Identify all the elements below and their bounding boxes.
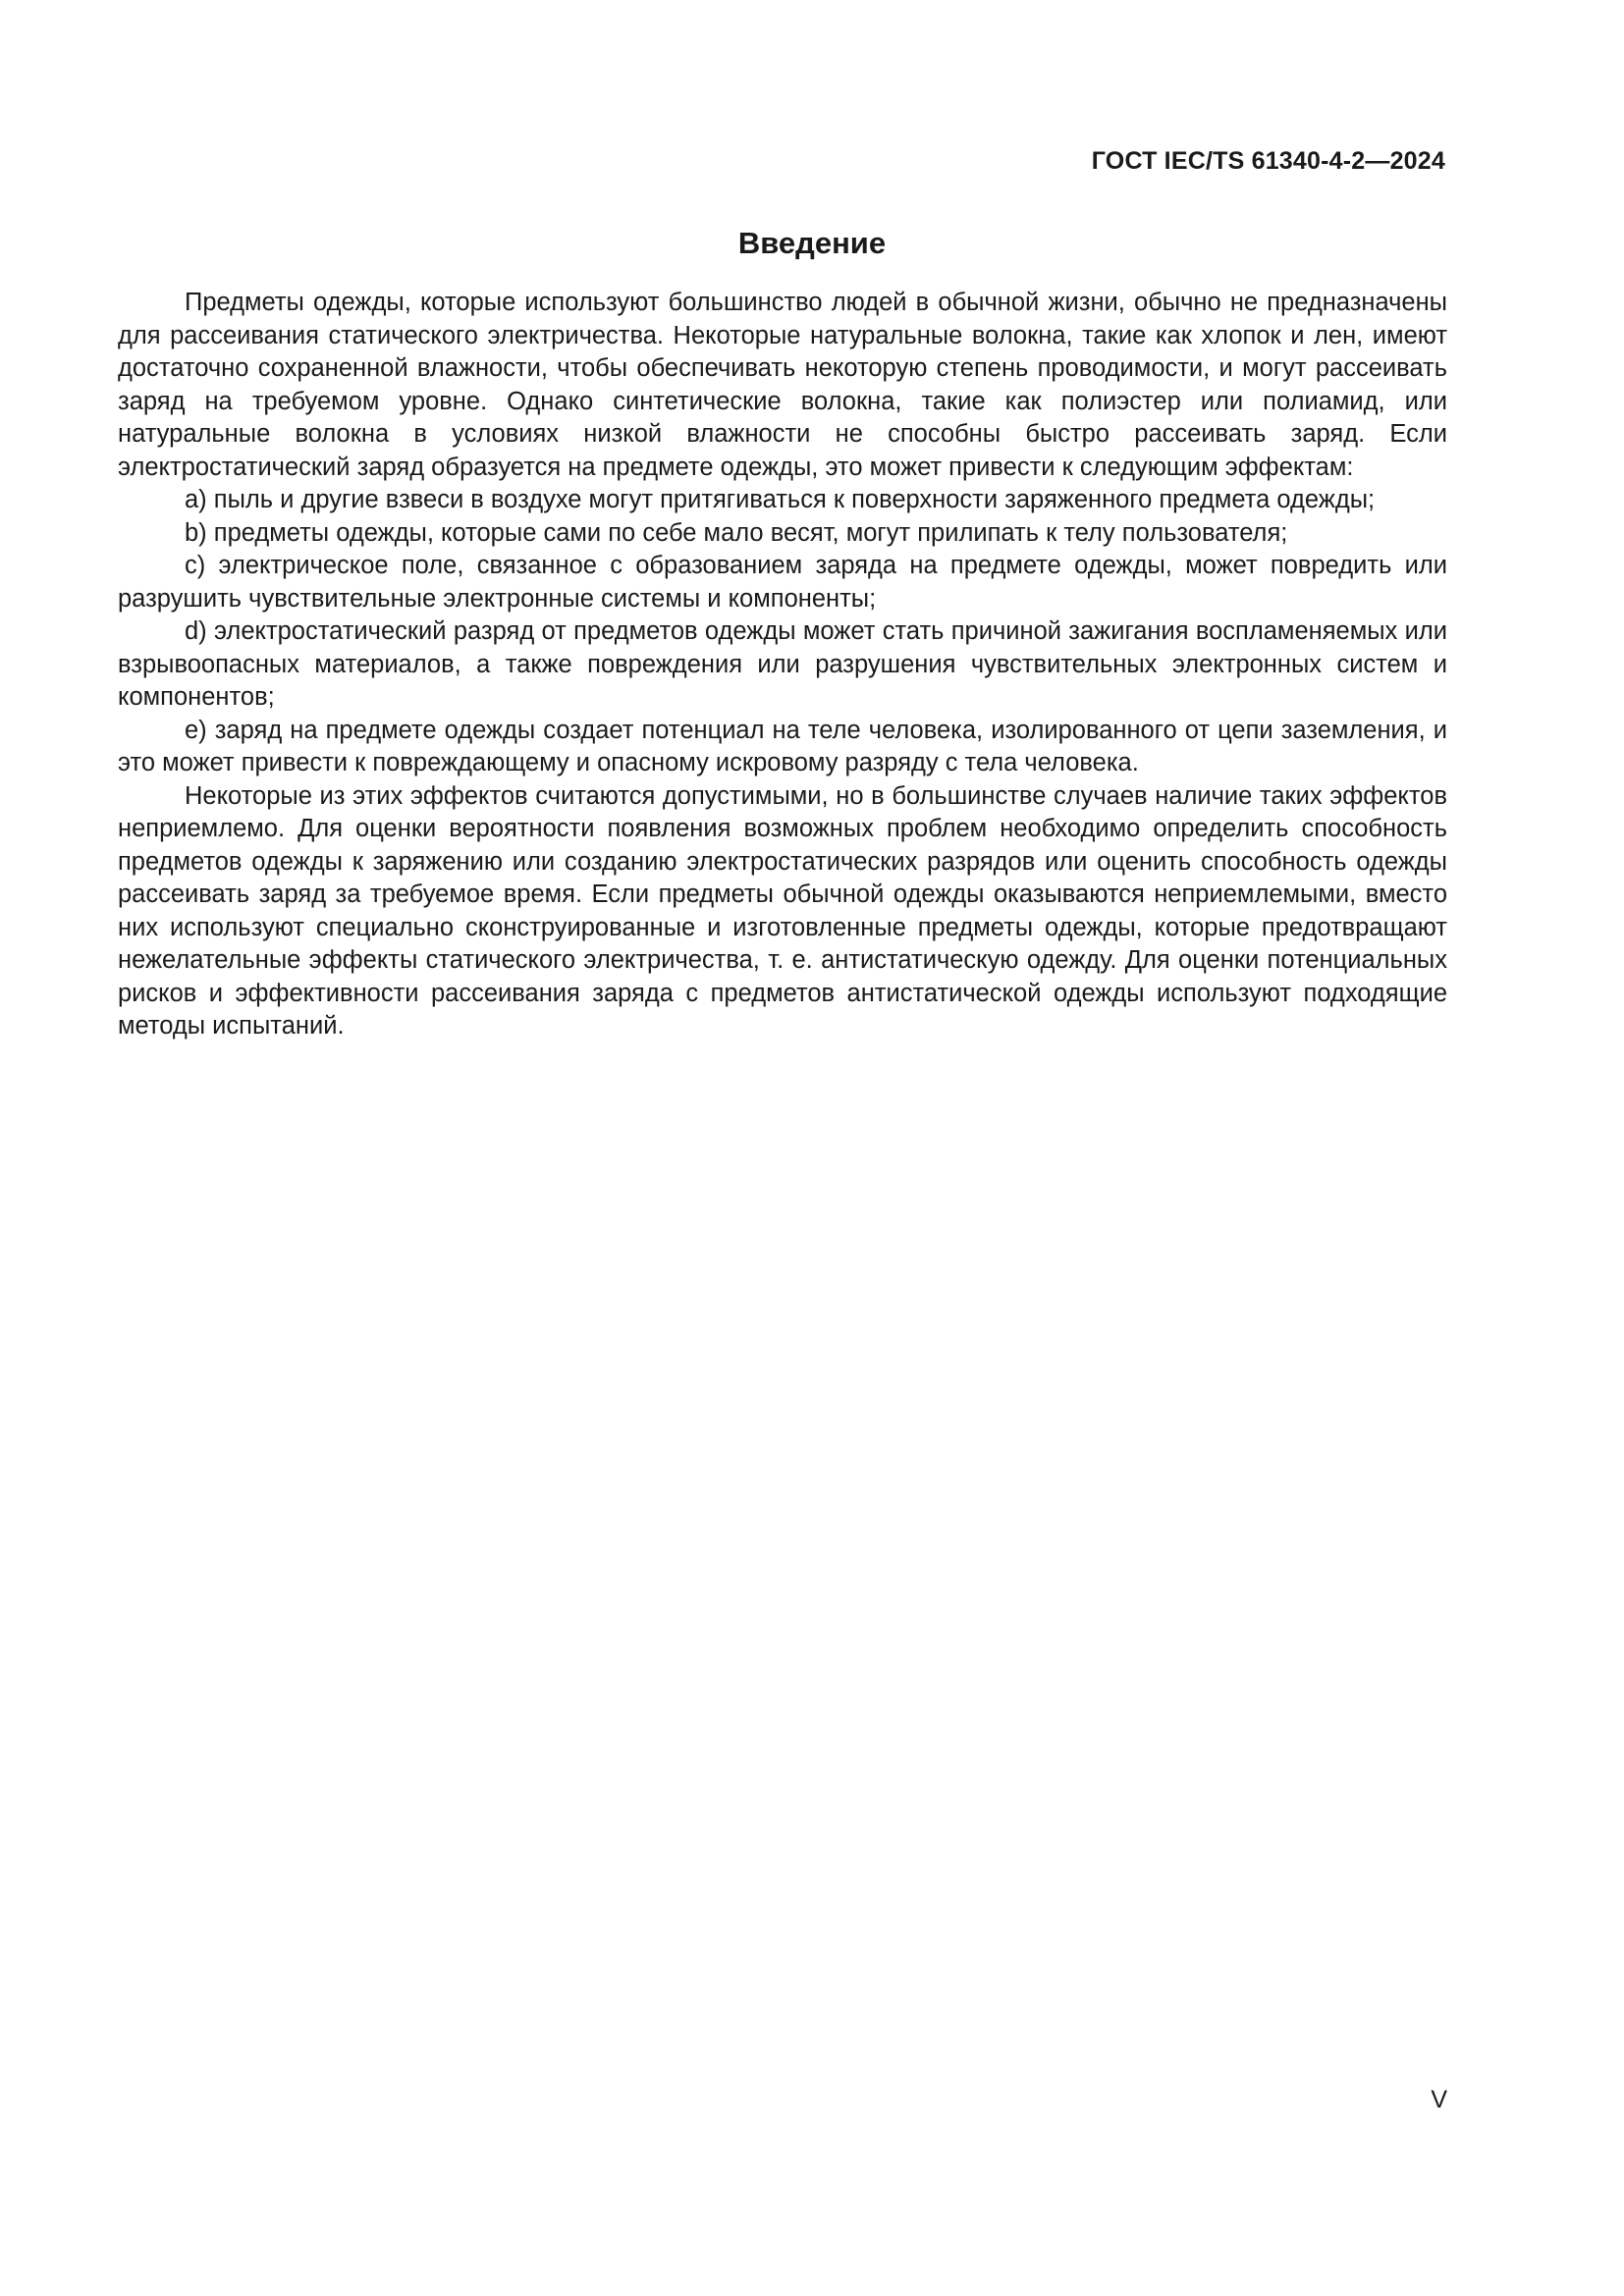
conclusion-paragraph: Некоторые из этих эффектов считаются допустимыми, но в большинстве случаев наличие таких эффектов неприемлемо. Для оценки вероятности появления возможных проблем необходимо определить способность предметов одежды к заряжению или созданию электростатических разрядов или оценить способность одежды рассеивать заряд за требуемое время. Если предметы обычной одежды оказываются неприемлемыми, вместо них используют специально сконструированные и изготовленные предметы одежды, которые предотвращают нежелательные эффекты статического электричества, т. е. антистатическую одежду. Для оценки потенциальных рисков и эффективности рассеивания заряда с предметов антистатической одежды используют подходящие методы испытаний. — [118, 781, 1447, 1040]
document-header: ГОСТ IEC/TS 61340-4-2—2024 — [1091, 147, 1445, 175]
page-number: V — [1431, 2086, 1447, 2113]
list-item-a: а) пыль и другие взвеси в воздухе могут притягиваться к поверхности заряженного предмета одежды; — [185, 486, 1376, 513]
list-item-c: c) электрическое поле, связанное с образованием заряда на предмете одежды, может повредить или разрушить чувствительные электронные системы и компоненты; — [118, 552, 1447, 613]
list-item-d: d) электростатический разряд от предметов одежды может стать причиной зажигания воспламеняемых или взрывоопасных материалов, а также повреждения или разрушения чувствительных электронных систем и компонентов; — [118, 617, 1447, 711]
body-text — [118, 287, 1447, 1043]
list-item-e: e) заряд на предмете одежды создает потенциал на теле человека, изолированного от цепи заземления, и это может привести к повреждающему и опасному искровому разряду с тела человека. — [118, 716, 1447, 776]
page-title: Введение — [737, 226, 887, 260]
list-item-b: b) предметы одежды, которые сами по себе мало весят, могут прилипать к телу пользователя; — [185, 518, 1288, 547]
intro-paragraph: Предметы одежды, которые используют большинство людей в обычной жизни, обычно не предназначены для рассеивания статического электричества. Некоторые натуральные волокна, такие как хлопок и лен, имеют достаточно сохраненной влажности, чтобы обеспечивать некоторую степень проводимости, и могут рассеивать заряд на требуемом уровне. Однако синтетические волокна, такие как полиэстер или полиамид, или натуральные волокна в условиях низкой влажности не способны быстро рассеивать заряд. Если электростатический заряд образуется на предмете одежды, это может привести к следующим эффектам: — [118, 289, 1447, 481]
